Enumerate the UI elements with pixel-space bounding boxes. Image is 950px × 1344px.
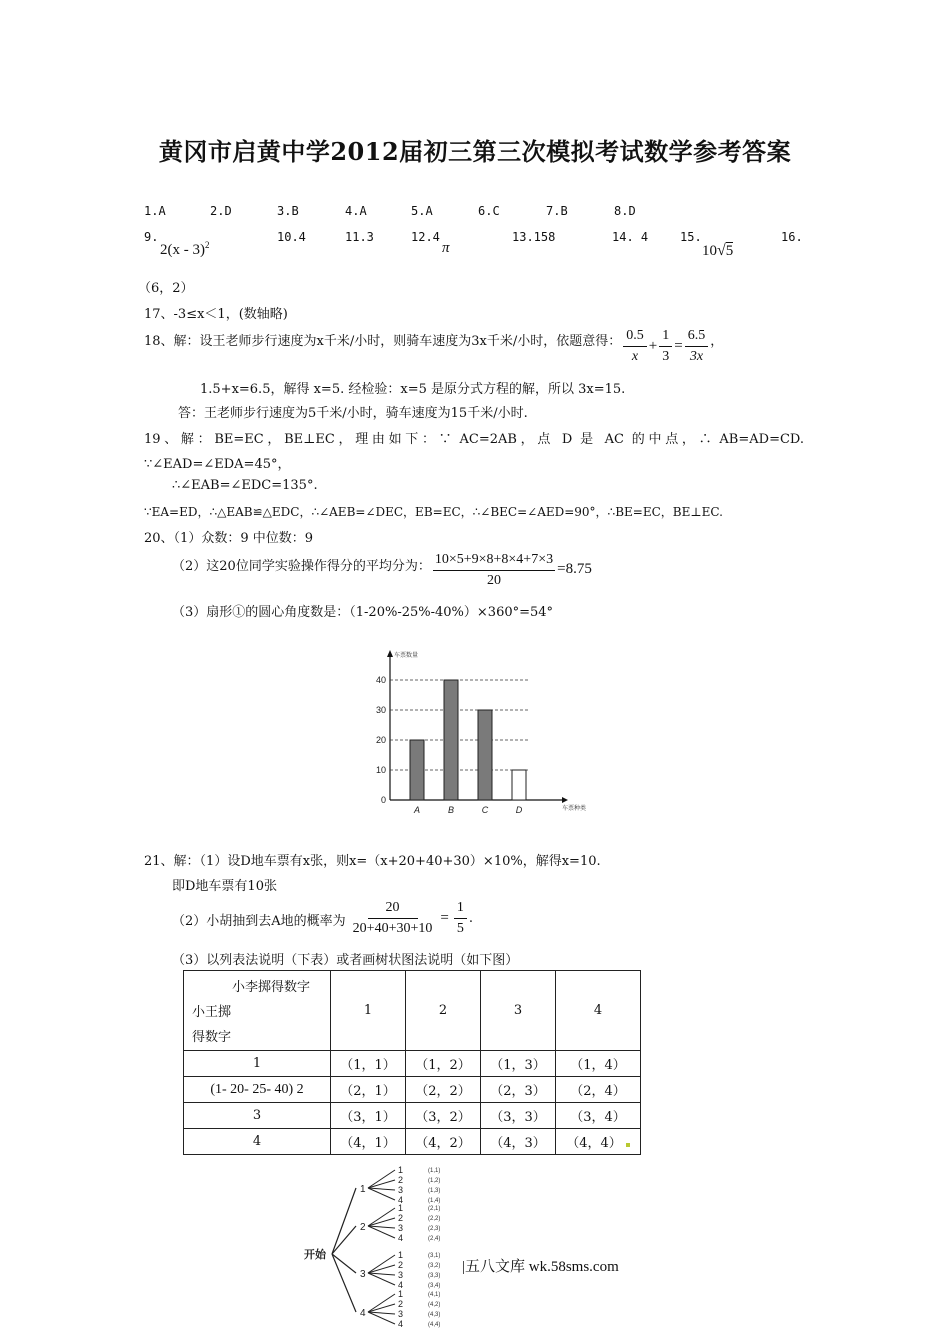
- q12-pi: π: [442, 240, 450, 256]
- row-label: 4: [184, 1129, 331, 1155]
- answer-4: 4.A: [345, 204, 367, 218]
- tree-outcome: (3,3): [428, 1273, 441, 1279]
- tree-sub-branch: [368, 1218, 395, 1226]
- x-axis-label: 车票种类: [562, 805, 587, 812]
- q21-p-eq: =: [440, 910, 449, 926]
- answer-8: 8.D: [614, 204, 636, 218]
- y-tick-label: 20: [375, 735, 386, 745]
- tree-start-label: 开始: [304, 1248, 326, 1261]
- q21-p-num: 20: [368, 900, 418, 919]
- tree-outcome: (1,1): [428, 1168, 441, 1174]
- q18-f1-num: 0.5: [623, 328, 647, 347]
- bar-A: [410, 740, 424, 800]
- table-cell: （3，4）: [556, 1103, 641, 1129]
- q18-line-2: 1.5+x=6.5，解得 x=5. 经检验：x=5 是原分式方程的解，所以 3x=15.: [200, 382, 626, 397]
- tree-node-second: 4: [398, 1319, 404, 1329]
- tree-outcome: (3,4): [428, 1283, 441, 1289]
- q18-fraction-1: [623, 328, 647, 365]
- q15-radical: 10√5: [702, 242, 734, 259]
- tree-node-second: 3: [398, 1223, 404, 1233]
- tree-outcome: (4,1): [428, 1292, 441, 1298]
- x-tick-label: D: [515, 805, 523, 815]
- answer-5: 5.A: [411, 204, 433, 218]
- tree-outcome: (1,2): [428, 1178, 441, 1184]
- q18-f2-num: 1: [659, 328, 672, 347]
- bar-D: [512, 770, 526, 800]
- tree-branch: [332, 1226, 356, 1254]
- q21-prob-fraction: [350, 900, 436, 937]
- table-cell: （3，2）: [406, 1103, 481, 1129]
- q18-line-3: 答：王老师步行速度为5千米/小时，骑车速度为15千米/小时.: [178, 406, 528, 421]
- header-line-1: 小李掷得数字: [232, 980, 311, 995]
- y-tick-label: 10: [375, 765, 386, 775]
- q19-line-3: ∴∠EAB=∠EDC=135°.: [172, 478, 318, 493]
- y-axis-arrow: [387, 650, 393, 657]
- q16-label: 16.: [781, 230, 803, 244]
- q18-tail: ，: [710, 334, 724, 349]
- tree-sub-branch: [368, 1208, 395, 1226]
- tree-sub-branch: [368, 1180, 395, 1188]
- q9-expr: 2(x - 3): [160, 242, 205, 258]
- col-header: 2: [406, 971, 481, 1051]
- q18-plus: +: [648, 338, 658, 354]
- q18-f2-den: 3: [662, 349, 670, 364]
- q21-line-2: 即D地车票有10张: [172, 879, 277, 894]
- table-cell: （4，3）: [481, 1129, 556, 1155]
- table-cell: （1，4）: [556, 1051, 641, 1077]
- table-row: [184, 1103, 641, 1129]
- tree-branch: [332, 1254, 356, 1312]
- q20-line-1: 20、（1）众数：9 中位数：9: [144, 531, 313, 546]
- q18-line-1: [144, 328, 723, 365]
- tree-node-second: 3: [398, 1309, 404, 1319]
- q9-label: 9.: [144, 230, 159, 244]
- table-header-row: [184, 971, 641, 1051]
- row-label: 3: [184, 1103, 331, 1129]
- col-header: 1: [331, 971, 406, 1051]
- q18-fraction-3: [685, 328, 709, 365]
- answer-12: 12.4: [411, 230, 440, 244]
- q9-exponent: 2: [205, 240, 210, 250]
- q21-line-4: （3）以列表法说明（下表）或者画树状图法说明（如下图）: [172, 953, 519, 968]
- highlight-mark: [626, 1143, 630, 1147]
- tree-node-first: 2: [360, 1222, 366, 1233]
- tree-outcome: (3,2): [428, 1263, 441, 1269]
- tree-node-first: 4: [360, 1308, 366, 1319]
- table-row: [184, 1077, 641, 1103]
- header-line-2: 小王掷: [192, 1005, 232, 1020]
- q20-mean-result: =8.75: [557, 561, 592, 577]
- tree-node-first: 1: [360, 1184, 366, 1195]
- tree-outcome: (1,4): [428, 1198, 441, 1204]
- bar-B: [444, 680, 458, 800]
- tree-outcome: (4,2): [428, 1302, 441, 1308]
- table-row: [184, 1129, 641, 1155]
- q18-f3-den: 3x: [689, 349, 704, 364]
- q19-line-2: ∵∠EAD=∠EDA=45°，: [144, 457, 291, 472]
- tree-outcome: (1,3): [428, 1188, 441, 1194]
- q21-res-num: 1: [454, 900, 467, 919]
- q20-mean-den: 20: [486, 573, 501, 588]
- tree-node-second: 2: [398, 1213, 404, 1223]
- q18-eq: =: [674, 338, 683, 354]
- table-cell: （1，2）: [406, 1051, 481, 1077]
- col-header: 4: [556, 971, 641, 1051]
- tree-outcome: (2,2): [428, 1216, 441, 1222]
- q20-mean-num: 10×5+9×8+8×4+7×3: [433, 552, 555, 571]
- table-cell: （3，3）: [481, 1103, 556, 1129]
- col-header: 3: [481, 971, 556, 1051]
- y-tick-label: 0: [380, 795, 386, 805]
- tree-outcome: (3,1): [428, 1253, 441, 1259]
- tree-node-second: 2: [398, 1299, 404, 1309]
- q17-answer: 17、-3≤x＜1，(数轴略): [144, 307, 288, 322]
- tree-node-second: 2: [398, 1260, 404, 1270]
- y-axis-label: 车票数量: [394, 652, 419, 659]
- table-cell: （2，3）: [481, 1077, 556, 1103]
- tree-outcome: (4,4): [428, 1322, 441, 1328]
- answer-11: 11.3: [345, 230, 374, 244]
- q19-line-4: ∵EA=ED，∴△EAB≌△EDC，∴∠AEB=∠DEC，EB=EC，∴∠BEC=∠AED=90°，∴BE=EC，BE⊥EC.: [144, 505, 723, 519]
- q18-f3-num: 6.5: [685, 328, 709, 347]
- bar-C: [478, 710, 492, 800]
- q15-label: 15.: [680, 230, 702, 244]
- q21-result-fraction: [454, 900, 467, 937]
- table-cell: [556, 1129, 641, 1155]
- answer-6: 6.C: [478, 204, 500, 218]
- page-title: 黄冈市启黄中学2012届初三第三次模拟考试数学参考答案: [158, 137, 792, 166]
- tree-node-second: 4: [398, 1280, 404, 1290]
- tree-node-second: 1: [398, 1250, 404, 1260]
- tree-node-second: 3: [398, 1270, 404, 1280]
- q18-text: 18、解：设王老师步行速度为x千米/小时，则骑车速度为3x千米/小时，依题意得：: [144, 334, 622, 349]
- tree-node-second: 4: [398, 1233, 404, 1243]
- q15-radicand: 5: [725, 243, 734, 259]
- tree-outcome: (2,4): [428, 1236, 441, 1242]
- q19-line-1: 19、解：BE=EC，BE⊥EC，理由如下：∵ AC=2AB，点 D 是 AC 的中点，∴ AB=AD=CD.: [144, 432, 804, 447]
- answer-13: 13.158: [512, 230, 556, 244]
- tree-sub-branch: [368, 1170, 395, 1188]
- answer-3: 3.B: [277, 204, 299, 218]
- q21-res-den: 5: [456, 921, 464, 936]
- tree-sub-branch: [368, 1294, 395, 1312]
- tree-diagram: [298, 1160, 458, 1344]
- table-cell: （2，4）: [556, 1077, 641, 1103]
- tree-node-second: 1: [398, 1203, 404, 1213]
- q20-line-3: （3）扇形①的圆心角度数是：（1-20%-25%-40%）×360°=54°: [172, 605, 554, 620]
- x-tick-label: A: [413, 805, 421, 815]
- tree-node-second: 1: [398, 1165, 404, 1175]
- table-row: [184, 1051, 641, 1077]
- table-corner-header: [184, 971, 331, 1051]
- tree-outcome: (4,3): [428, 1312, 441, 1318]
- q20-mean-fraction: [433, 552, 555, 589]
- tree-node-second: 4: [398, 1195, 404, 1205]
- q21-p-den: 20+40+30+10: [352, 921, 433, 936]
- y-tick-label: 40: [375, 675, 386, 685]
- tree-branch: [332, 1188, 356, 1254]
- tree-node-second: 3: [398, 1185, 404, 1195]
- x-axis-arrow: [562, 797, 568, 803]
- q18-fraction-2: [659, 328, 672, 365]
- x-tick-label: B: [447, 805, 455, 815]
- table-cell: （1，1）: [331, 1051, 406, 1077]
- answer-7: 7.B: [546, 204, 568, 218]
- q20-text: （2）这20位同学实验操作得分的平均分为：: [172, 559, 431, 574]
- answer-14: 14. 4: [612, 230, 649, 244]
- tree-outcome: (2,3): [428, 1226, 441, 1232]
- row-label: 1: [184, 1051, 331, 1077]
- table-cell: （4，1）: [331, 1129, 406, 1155]
- q21-line-3: [172, 900, 473, 937]
- bar-chart: [355, 645, 587, 825]
- table-cell: （2，2）: [406, 1077, 481, 1103]
- tree-sub-branch: [368, 1255, 395, 1273]
- q21-line-1: 21、解：（1）设D地车票有x张，则x=（x+20+40+30）×10%，解得x=10.: [144, 854, 601, 869]
- last-cell-text: （4，4）: [566, 1136, 622, 1151]
- answer-1: 1.A: [144, 204, 166, 218]
- q9-expression: [160, 240, 210, 259]
- table-cell: （1，3）: [481, 1051, 556, 1077]
- x-tick-label: C: [481, 805, 489, 815]
- q20-line-2: [172, 552, 592, 589]
- q16-answer: （6，2）: [138, 281, 194, 296]
- q18-f1-den: x: [631, 349, 639, 364]
- table-cell: （3，1）: [331, 1103, 406, 1129]
- tree-sub-branch: [368, 1265, 395, 1273]
- row-label: (1- 20- 25- 40) 2: [184, 1077, 331, 1103]
- outcome-table: [183, 970, 641, 1155]
- q21-text: （2）小胡抽到去A地的概率为: [172, 914, 346, 929]
- tree-node-second: 2: [398, 1175, 404, 1185]
- tree-node-first: 3: [360, 1269, 366, 1280]
- table-cell: （2，1）: [331, 1077, 406, 1103]
- y-tick-label: 30: [375, 705, 386, 715]
- table-cell: （4，2）: [406, 1129, 481, 1155]
- q21-dot: .: [468, 911, 473, 926]
- answer-10: 10.4: [277, 230, 306, 244]
- q15-coefficient: 10: [702, 243, 717, 259]
- tree-outcome: (2,1): [428, 1206, 441, 1212]
- tree-node-second: 1: [398, 1289, 404, 1299]
- answer-2: 2.D: [210, 204, 232, 218]
- tree-sub-branch: [368, 1304, 395, 1312]
- header-line-3: 得数字: [192, 1030, 232, 1045]
- watermark: |五八文库 wk.58sms.com: [462, 1259, 619, 1275]
